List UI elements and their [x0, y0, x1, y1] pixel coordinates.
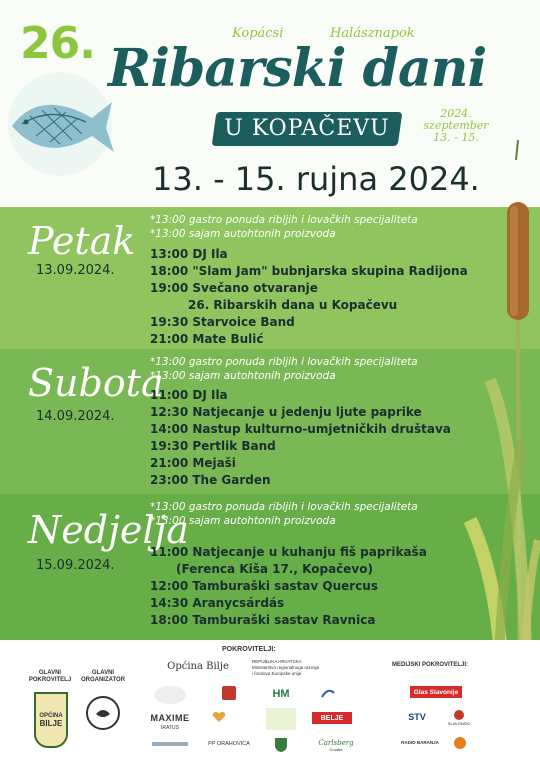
- note-line: *13:00 sajam autohtonih proizvoda: [150, 370, 336, 382]
- main-organizer-label: [78, 670, 128, 684]
- maxime-logo: MAXIME: [150, 713, 190, 723]
- opcina-bilje-logo: Općina Bilje: [167, 660, 229, 672]
- event-list: [150, 246, 468, 348]
- event-item: 12:00 Tamburaški sastav Quercus: [150, 579, 378, 593]
- ministry-line: i fondova Europske unije: [252, 671, 302, 676]
- day-name: Petak: [28, 219, 136, 263]
- day-name: Subota: [28, 361, 164, 405]
- swirl-logo-icon: [318, 686, 338, 702]
- hu-date-month: szeptember: [423, 119, 489, 132]
- event-item: 14:30 Aranycsárdás: [150, 596, 285, 610]
- event-item: (Ferenca Kiša 17., Kopačevo): [176, 562, 373, 576]
- crest-icon: [222, 686, 236, 700]
- event-item: 21:00 Mejaši: [150, 456, 236, 470]
- festival-dates: 13. - 15. rujna 2024.: [152, 160, 480, 198]
- opcina-bilje-crest-icon: [34, 692, 68, 748]
- event-item: 11:00 DJ Ila: [150, 388, 228, 402]
- media-sponsors-label: MEDIJSKI POKROVITELJI:: [392, 662, 469, 668]
- slavonski-icon: [453, 709, 465, 721]
- radio-logo-icon: [452, 736, 468, 750]
- organizer-logo-icon: [86, 696, 120, 730]
- ministry-line: Ministarstvo regionalnoga razvoja: [252, 665, 320, 670]
- hungarian-title-word-2: Halásznapok: [330, 26, 415, 41]
- event-item: 18:00 "Slam Jam" bubnjarska skupina Radijona: [150, 264, 468, 278]
- carlsberg-logo: [318, 736, 354, 754]
- glas-slavonije-logo: Glas Slavonije: [410, 686, 462, 698]
- note-line: *13:00 gastro ponuda ribljih i lovačkih specijaliteta: [150, 214, 418, 226]
- note-line: *13:00 gastro ponuda ribljih i lovačkih specijaliteta: [150, 501, 418, 513]
- day-block-friday: [0, 207, 540, 349]
- ministry-line: REPUBLIKA HRVATSKA: [252, 659, 302, 664]
- label-line: POKROVITELJ: [28, 677, 72, 683]
- day-date: 15.09.2024.: [36, 558, 115, 573]
- day-block-sunday: [0, 494, 540, 640]
- event-list: [150, 544, 427, 629]
- event-item: 26. Ribarskih dana u Kopačevu: [188, 298, 398, 312]
- event-item: 19:30 Starvoice Band: [150, 315, 295, 329]
- hungarian-date: [418, 108, 494, 144]
- day-date: 13.09.2024.: [36, 263, 115, 278]
- label-line: GLAVNI: [91, 670, 115, 676]
- sponsors-section: [0, 640, 540, 769]
- main-title: Ribarski dani: [108, 38, 487, 99]
- note-line: *13:00 sajam autohtonih proizvoda: [150, 515, 336, 527]
- subtitle: U KOPAČEVU: [224, 116, 390, 141]
- event-item: 14:00 Nastup kulturno-umjetničkih društava: [150, 422, 451, 436]
- belje-logo: BELJE: [312, 712, 352, 724]
- day-notes: [150, 500, 418, 528]
- day-date: 14.09.2024.: [36, 409, 115, 424]
- ministry-logo: [252, 656, 352, 680]
- carlsberg-text: Carlsberg: [318, 738, 354, 747]
- pp-orahovica-logo: PP ORAHOVICA: [208, 741, 250, 747]
- day-name: Nedjelja: [28, 508, 189, 552]
- event-item: 19:30 Pertlik Band: [150, 439, 276, 453]
- sponsors-title: POKROVITELJI:: [222, 646, 276, 653]
- slavonski-logo: [442, 706, 476, 728]
- edition-number: 26.: [20, 18, 95, 69]
- heart-logo-icon: [212, 710, 226, 724]
- sponsor-logo-icon: [154, 686, 186, 704]
- hu-date-year: 2024.: [440, 107, 472, 120]
- note-line: *13:00 sajam autohtonih proizvoda: [150, 228, 336, 240]
- sponsor-logo-icon: [150, 738, 190, 750]
- iratus-logo: IRATUS: [161, 725, 179, 731]
- label-line: GLAVNI: [38, 670, 62, 676]
- hu-date-days: 13. - 15.: [433, 131, 479, 144]
- crest-text: BILJE: [39, 718, 63, 728]
- hungarian-title-word-1: Kopácsi: [232, 26, 284, 41]
- sponsor-logo-icon: [266, 708, 296, 730]
- note-line: *13:00 gastro ponuda ribljih i lovačkih specijaliteta: [150, 356, 418, 368]
- fish-icon: [0, 66, 122, 180]
- event-item: 18:00 Tamburaški sastav Ravnica: [150, 613, 376, 627]
- day-block-saturday: [0, 349, 540, 494]
- event-item: 13:00 DJ Ila: [150, 247, 228, 261]
- label-line: ORGANIZATOR: [80, 677, 126, 683]
- slavonski-text: SLAVONSKI: [447, 720, 471, 726]
- event-item: 11:00 Natjecanje u kuhanju fiš paprikaša: [150, 545, 427, 559]
- poster-header: [0, 0, 540, 205]
- event-item: 23:00 The Garden: [150, 473, 271, 487]
- event-item: 12:30 Natjecanje u jedenju ljute paprike: [150, 405, 422, 419]
- event-list: [150, 387, 451, 489]
- crest-text: OPĆINA: [39, 712, 63, 719]
- shield-icon: [272, 736, 290, 754]
- event-item: 19:00 Svečano otvaranje: [150, 281, 318, 295]
- event-item: 21:00 Mate Bulić: [150, 332, 264, 346]
- radio-baranja-logo: RADIO BARANJA: [401, 739, 439, 745]
- carlsberg-subtext: Croatia: [329, 746, 343, 752]
- main-sponsor-label: [28, 670, 72, 684]
- day-notes: [150, 213, 418, 241]
- stv-logo: STV: [408, 712, 426, 722]
- hm-logo: HM: [272, 688, 290, 700]
- day-notes: [150, 355, 418, 383]
